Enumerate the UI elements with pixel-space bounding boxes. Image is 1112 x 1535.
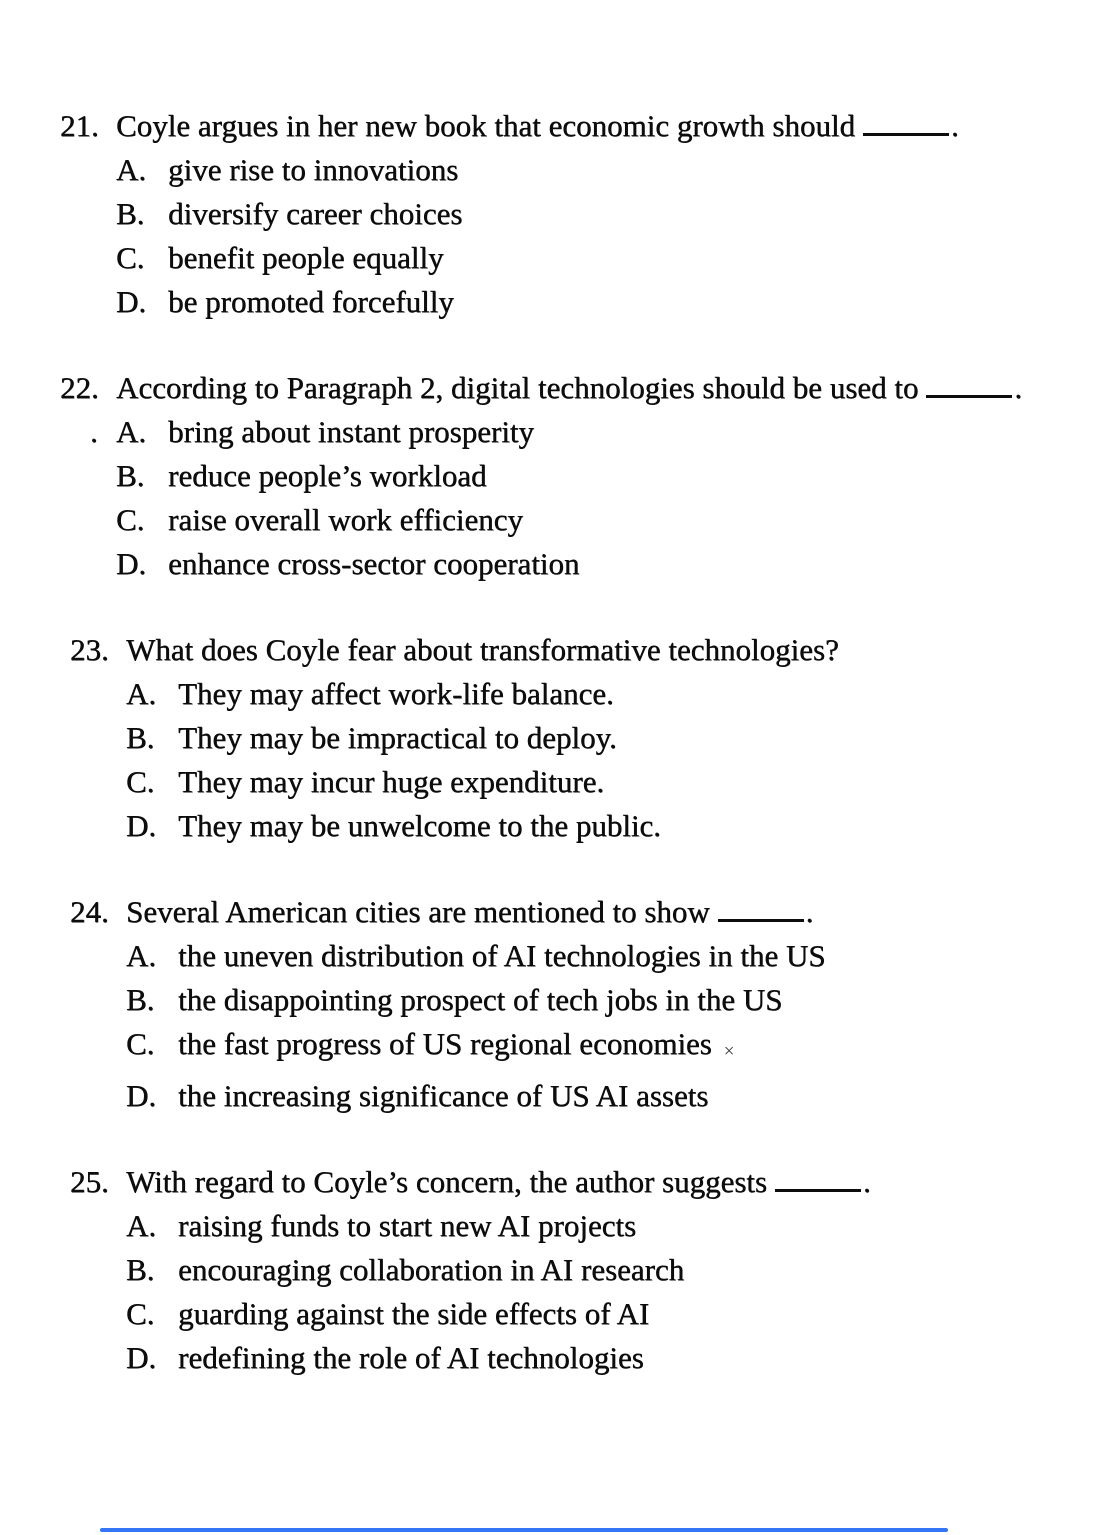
question-21-block (0, 104, 1112, 324)
blue-scan-line (100, 1528, 948, 1532)
stray-x-mark: × (723, 1041, 735, 1062)
option-text: guarding against the side effects of AI (178, 1296, 650, 1331)
question-25-line (70, 1160, 1112, 1204)
question-stem: What does Coyle fear about transformative technologies? (126, 632, 839, 667)
question-24-line (70, 890, 1112, 934)
question-text (116, 104, 1112, 148)
option-letter: C. (116, 502, 145, 537)
question-24-option-c (126, 1022, 1112, 1074)
after-blank-punctuation: . (805, 894, 814, 929)
option-text: the uneven distribution of AI technologies in the US (178, 938, 826, 973)
after-blank-punctuation: . (1014, 370, 1023, 405)
question-22-option-d (116, 542, 1112, 586)
question-stem: Coyle argues in her new book that economic growth should (116, 108, 855, 143)
answer-blank (863, 107, 949, 136)
option-letter: C. (126, 764, 155, 799)
option-letter: D. (116, 546, 147, 581)
option-text: bring about instant prosperity (168, 414, 534, 449)
answer-blank (775, 1163, 861, 1192)
option-text: the increasing significance of US AI assets (178, 1078, 709, 1113)
question-22-option-a (90, 410, 1112, 454)
option-letter: D. (116, 284, 147, 319)
option-letter: C. (126, 1026, 155, 1061)
question-number: 24. (70, 894, 109, 929)
option-letter: B. (126, 720, 155, 755)
question-stem: With regard to Coyle’s concern, the author suggests (126, 1164, 767, 1199)
question-21-line (60, 104, 1112, 148)
question-24-block (0, 890, 1112, 1118)
question-text (126, 628, 1112, 672)
option-text: raise overall work efficiency (168, 502, 523, 537)
stray-dot-mark: . (90, 414, 98, 449)
question-stem: According to Paragraph 2, digital technologies should be used to (116, 370, 919, 405)
question-25-option-d (126, 1336, 1112, 1380)
question-number: 21. (60, 108, 99, 143)
question-number: 22. (60, 370, 99, 405)
question-21-option-a (116, 148, 1112, 192)
option-letter: D. (126, 808, 157, 843)
option-text: enhance cross-sector cooperation (168, 546, 580, 581)
question-text (116, 366, 1112, 410)
question-22-option-b (116, 454, 1112, 498)
question-text (126, 1160, 1112, 1204)
option-text: give rise to innovations (168, 152, 459, 187)
option-letter: A. (126, 1208, 157, 1243)
option-text: They may incur huge expenditure. (178, 764, 605, 799)
option-text: diversify career choices (168, 196, 463, 231)
option-text: be promoted forcefully (168, 284, 454, 319)
question-21-option-b (116, 192, 1112, 236)
question-24-option-b (126, 978, 1112, 1022)
option-letter: B. (126, 982, 155, 1017)
option-letter: D. (126, 1078, 157, 1113)
question-23-option-c (126, 760, 1112, 804)
question-25-option-b (126, 1248, 1112, 1292)
option-letter: A. (116, 152, 147, 187)
answer-blank (718, 893, 804, 922)
option-letter: A. (126, 938, 157, 973)
question-22-block (0, 366, 1112, 586)
question-25-option-c (126, 1292, 1112, 1336)
option-text: They may be unwelcome to the public. (178, 808, 661, 843)
question-number: 23. (70, 632, 109, 667)
option-text: They may affect work-life balance. (178, 676, 614, 711)
question-23-block (0, 628, 1112, 848)
question-23-option-b (126, 716, 1112, 760)
after-blank-punctuation: . (950, 108, 959, 143)
question-24-option-a (126, 934, 1112, 978)
question-23-option-a (126, 672, 1112, 716)
after-blank-punctuation: . (862, 1164, 871, 1199)
question-25-block (0, 1160, 1112, 1380)
question-number: 25. (70, 1164, 109, 1199)
option-text: redefining the role of AI technologies (178, 1340, 644, 1375)
option-text: reduce people’s workload (168, 458, 487, 493)
option-text: raising funds to start new AI projects (178, 1208, 637, 1243)
option-letter: C. (116, 240, 145, 275)
question-21-option-c (116, 236, 1112, 280)
option-letter: B. (116, 458, 145, 493)
question-stem: Several American cities are mentioned to show (126, 894, 710, 929)
option-letter: A. (126, 676, 157, 711)
option-text-main: the fast progress of US regional economies (178, 1026, 712, 1061)
question-22-line (60, 366, 1112, 410)
question-24-option-d (126, 1074, 1112, 1118)
option-text: benefit people equally (168, 240, 444, 275)
question-25-option-a (126, 1204, 1112, 1248)
option-letter: B. (126, 1252, 155, 1287)
option-letter: D. (126, 1340, 157, 1375)
option-letter: B. (116, 196, 145, 231)
option-text: encouraging collaboration in AI research (178, 1252, 685, 1287)
answer-blank (926, 369, 1012, 398)
question-23-option-d (126, 804, 1112, 848)
option-letter: A. (116, 414, 147, 449)
question-23-line (70, 628, 1112, 672)
question-text (126, 890, 1112, 934)
question-21-option-d (116, 280, 1112, 324)
option-text (178, 1022, 1112, 1074)
option-text: the disappointing prospect of tech jobs in the US (178, 982, 783, 1017)
option-text: They may be impractical to deploy. (178, 720, 617, 755)
option-letter: C. (126, 1296, 155, 1331)
question-22-option-c (116, 498, 1112, 542)
